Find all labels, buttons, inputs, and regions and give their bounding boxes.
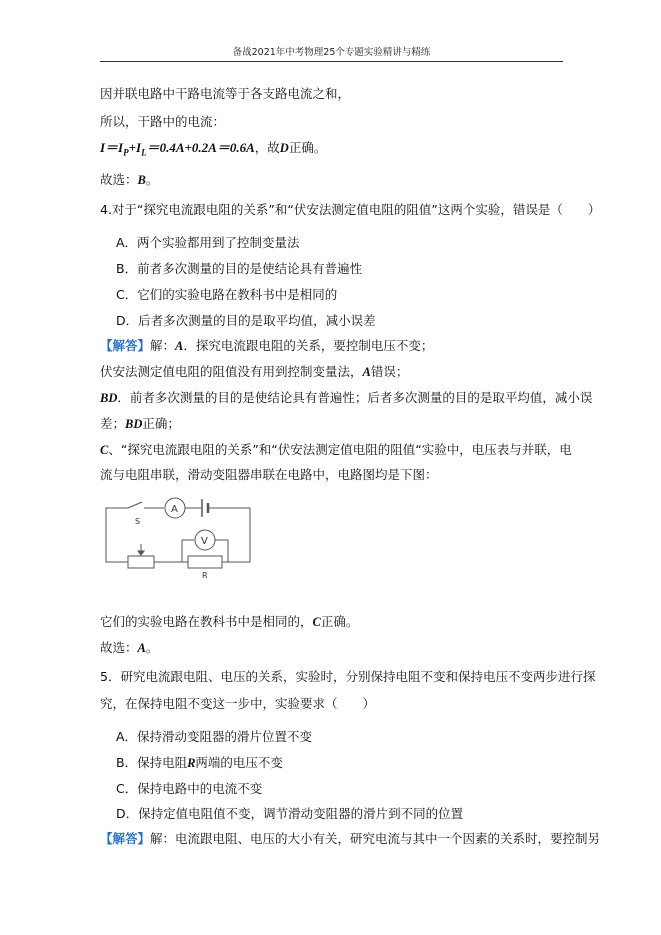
solution-4-line (100, 390, 592, 406)
answer-letter: B (137, 173, 146, 187)
text: 两端的电压不变 (195, 755, 283, 770)
text: ．前者多次测量的目的是使结论具有普遍性；后者多次测量的目的是取平均值，减小误 (117, 390, 593, 405)
q4-option-b: B．前者多次测量的目的是使结论具有普遍性 (116, 261, 363, 276)
question-5: 究，在保持电阻不变这一步中，实验要求（ ） (100, 696, 376, 711)
text: 正确； (142, 416, 180, 431)
text: 解： (150, 338, 176, 353)
switch-label: S (135, 517, 141, 526)
option-letter: C (100, 443, 109, 457)
page-header: 备战2021年中考物理25个专题实验精讲与精练 (232, 47, 431, 58)
ammeter-label: A (171, 504, 178, 515)
text: 故选： (100, 640, 138, 655)
option-letter: A (362, 365, 371, 379)
option-letter: C (312, 615, 321, 629)
text: 故选： (100, 172, 138, 187)
option-letter: D (279, 141, 289, 155)
solution-4-line (100, 442, 572, 458)
resistor-icon (188, 556, 222, 568)
text: 伏安法测定值电阻的阻值没有用到控制变量法， (100, 364, 363, 379)
text: 解：电流跟电阻、电压的大小有关，研究电流与其中一个因素的关系时，要控制另 (150, 831, 601, 846)
text: 、“探究电流跟电阻的关系”和“伏安法测定值电阻的阻值“实验中，电压表与并联，电 (108, 442, 572, 457)
switch-icon (128, 502, 142, 508)
answer-line (100, 640, 158, 656)
voltmeter-label: V (201, 536, 208, 547)
text: 它们的实验电路在教科书中是相同的， (100, 614, 313, 629)
text: ，故 (254, 140, 280, 155)
text: 正确。 (288, 140, 327, 155)
q5-option-b (116, 755, 283, 771)
q4-option-c: C．它们的实验电路在教科书中是相同的 (116, 287, 338, 302)
circuit-diagram (98, 494, 258, 580)
text: 差； (100, 416, 126, 431)
question-5: 5．研究电流跟电阻、电压的关系，实验时，分别保持电阻不变和保持电压不变两步进行探 (100, 669, 596, 684)
text: 正确。 (320, 614, 359, 629)
text: B．保持电阻 (116, 755, 188, 770)
text: ．探究电流跟电阻的关系，要控制电压不变； (183, 338, 434, 353)
resistor-label: R (202, 571, 208, 580)
text: 。 (145, 172, 159, 187)
answer-letter: A (137, 641, 146, 655)
solution-4-line (100, 416, 180, 432)
question-4: 4.对于“探究电流跟电阻的关系”和“伏安法测定值电阻的阻值”这两个实验，错误是（ ） (100, 202, 601, 217)
q5-option-c: C．保持电路中的电流不变 (116, 781, 263, 796)
q5-option-a: A．保持滑动变阻器的滑片位置不变 (116, 729, 313, 744)
q4-option-d: D．后者多次测量的目的是取平均值，减小误差 (116, 313, 376, 328)
wire (208, 508, 250, 562)
solution-4-line (100, 364, 408, 380)
q5-option-d: D．保持定值电阻值不变，调节滑动变阻器的滑片到不同的位置 (116, 806, 464, 821)
text-line: 因并联电路中干路电流等于各支路电流之和， (100, 86, 351, 101)
wire (106, 508, 128, 562)
option-letter: BD (125, 417, 143, 431)
answer-line (100, 172, 158, 188)
text: 错误； (370, 364, 409, 379)
solution-4-line: 流与电阻串联，滑动变阻器串联在电路中，电路图均是下图： (100, 467, 438, 482)
formula-lhs: $I=I_P+I_L=0.4A+0.2A=0.6A$ (100, 140, 255, 158)
text-line: 所以，干路中的电流： (100, 114, 226, 129)
solution-tag: 【解答】 (100, 831, 151, 846)
rheostat-icon (128, 556, 154, 568)
formula-line (100, 140, 326, 161)
q4-option-a: A．两个实验都用到了控制变量法 (116, 235, 300, 250)
header-rule (100, 61, 563, 62)
text: 。 (145, 640, 159, 655)
solution-5-line (100, 831, 600, 847)
solution-4-line (100, 614, 358, 630)
variable: R (187, 756, 196, 770)
option-letter: BD (100, 391, 118, 405)
solution-tag: 【解答】 (100, 338, 151, 353)
option-letter: A (175, 339, 184, 353)
solution-4-line (100, 338, 433, 354)
rheostat-arrow-icon (138, 551, 144, 555)
